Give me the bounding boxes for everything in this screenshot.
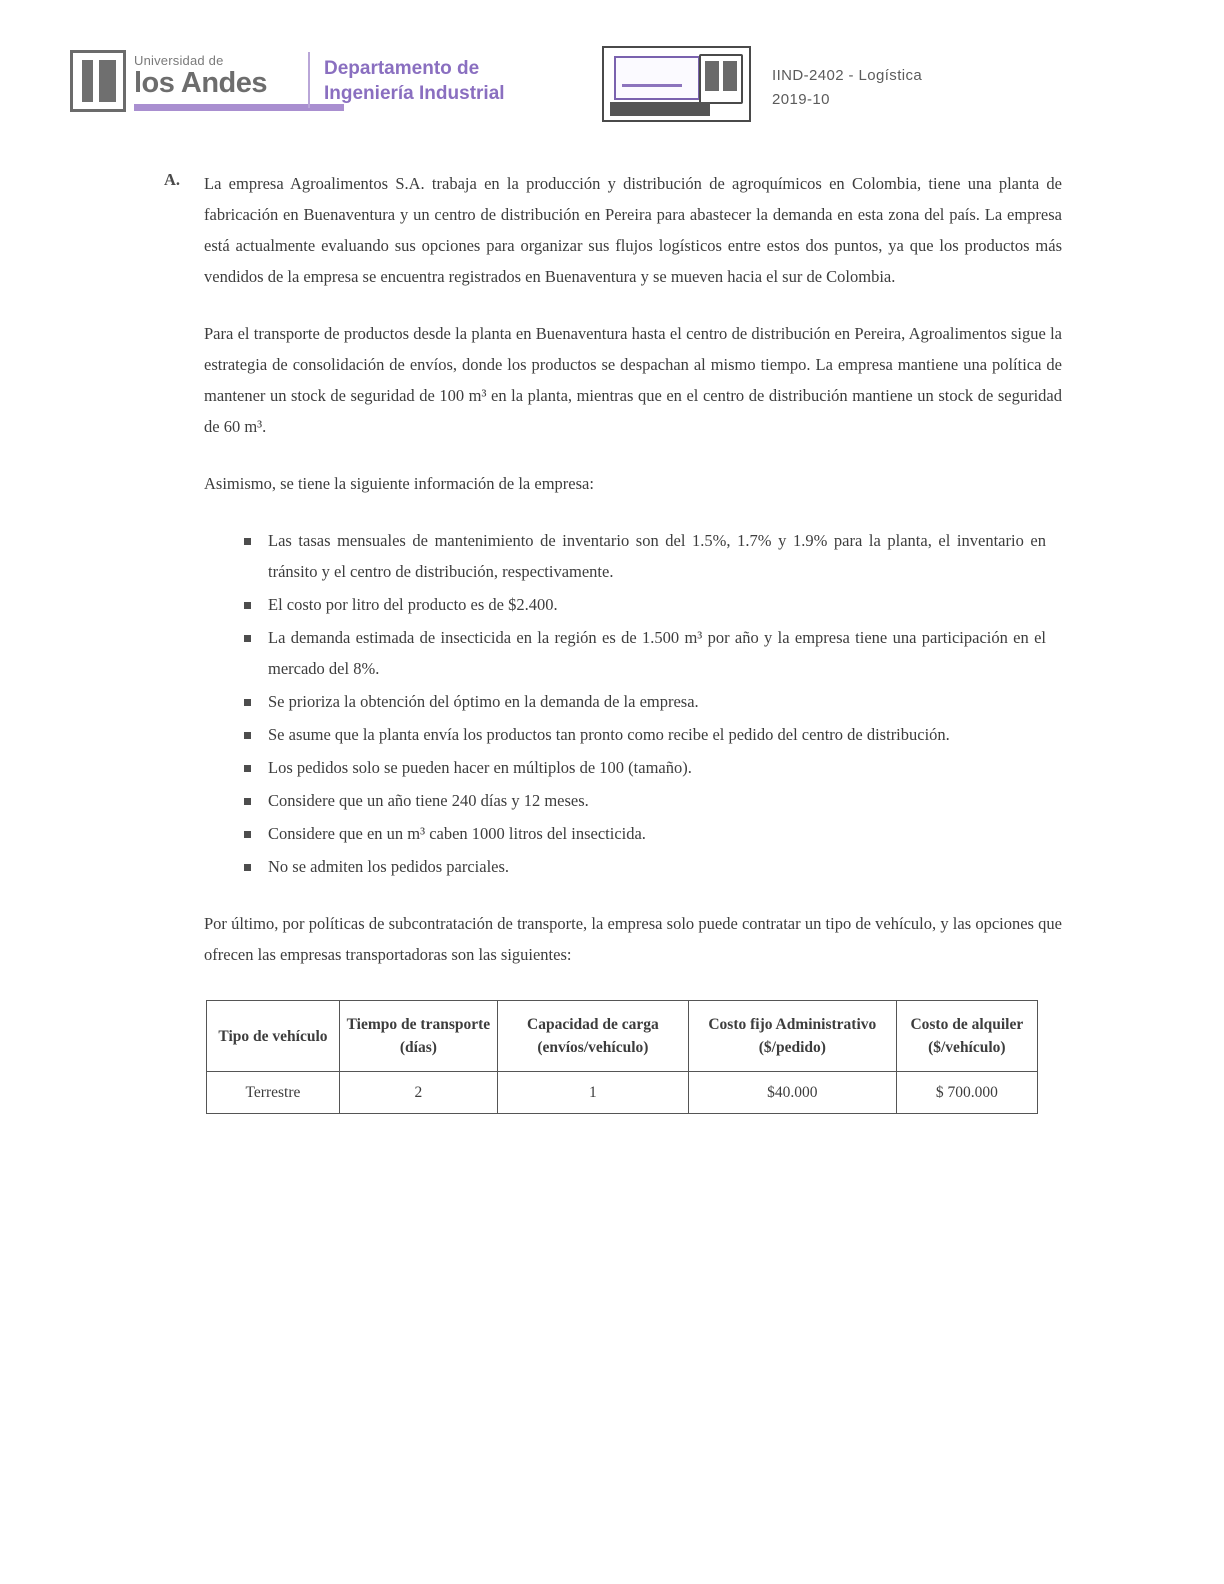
- document-header: [62, 44, 1162, 154]
- table-cell: $ 700.000: [896, 1072, 1037, 1114]
- paragraph-4: Por último, por políticas de subcontratación de transporte, la empresa solo puede contratar un tipo de vehículo, y las opciones que ofrecen las empresas transportadoras son las siguientes:: [204, 914, 1062, 964]
- table-header-cell: Costo fijo Administrativo ($/pedido): [688, 1001, 896, 1072]
- header-divider: [308, 52, 310, 108]
- university-small-label: Universidad de: [134, 53, 224, 68]
- table-cell: $40.000: [688, 1072, 896, 1114]
- department-line-2: Ingeniería Industrial: [324, 83, 505, 104]
- document-body: [150, 168, 1062, 1114]
- list-item: Considere que un año tiene 240 días y 12 meses.: [268, 785, 1062, 816]
- course-term: 2019-10: [772, 91, 830, 108]
- item-marker: A.: [164, 170, 181, 189]
- table-header-cell: Capacidad de carga (envíos/vehículo): [497, 1001, 688, 1072]
- table-cell: Terrestre: [207, 1072, 340, 1114]
- paragraph-3: Asimismo, se tiene la siguiente información de la empresa:: [204, 474, 594, 493]
- screen-shape: [614, 56, 700, 100]
- uniandes-logo: [70, 50, 344, 112]
- list-item: El costo por litro del producto es de $2.400.: [268, 589, 1062, 620]
- truck-shape: [699, 54, 743, 104]
- table-header-cell: Costo de alquiler ($/vehículo): [896, 1001, 1037, 1072]
- course-code: IIND-2402 - Logística: [772, 67, 923, 84]
- list-item: Se asume que la planta envía los productos tan pronto como recibe el pedido del centro de distribución.: [268, 719, 1062, 750]
- vehicle-options-table: [206, 1000, 1038, 1114]
- paragraph-1: La empresa Agroalimentos S.A. trabaja en la producción y distribución de agroquímicos en Colombia, tiene una planta de fabricación en Buenaventura y un centro de distribución en Pereira para abastecer la demanda en esta zona del país. La empresa está actualmente evaluando sus opciones para organizar sus flujos logísticos entre estos dos puntos, ya que los productos más vendidos de la empresa se encuentra registrados en Buenaventura y se mueven hacia el sur de Colombia.: [204, 174, 1062, 286]
- uniandes-wordmark: [134, 50, 344, 111]
- uniandes-logo-icon: [70, 50, 126, 112]
- list-item: Los pedidos solo se pueden hacer en múltiplos de 100 (tamaño).: [268, 752, 1062, 783]
- list-item: Se prioriza la obtención del óptimo en la demanda de la empresa.: [268, 686, 1062, 717]
- table-cell: 1: [497, 1072, 688, 1114]
- table-row: [207, 1072, 1038, 1114]
- base-shape: [610, 102, 710, 116]
- table-header-cell: Tiempo de transporte (días): [339, 1001, 497, 1072]
- vehicle-options-table-wrapper: [206, 1000, 1038, 1114]
- course-label: [772, 64, 922, 112]
- list-item: La demanda estimada de insecticida en la región es de 1.500 m³ por año y la empresa tiene una participación en el mercado del 8%.: [268, 622, 1062, 684]
- table-header-row: [207, 1001, 1038, 1072]
- table-header-cell: Tipo de vehículo: [207, 1001, 340, 1072]
- list-item: Las tasas mensuales de mantenimiento de inventario son del 1.5%, 1.7% y 1.9% para la planta, el inventario en tránsito y el centro de distribución, respectivamente.: [268, 525, 1062, 587]
- department-line-1: Departamento de: [324, 58, 480, 79]
- paragraph-2: Para el transporte de productos desde la planta en Buenaventura hasta el centro de distribución en Pereira, Agroalimentos sigue la estrategia de consolidación de envíos, donde los productos se despachan al mismo tiempo. La empresa mantiene una política de mantener un stock de seguridad de 100 m³ en la planta, mientras que en el centro de distribución mantiene un stock de seguridad de 60 m³.: [204, 324, 1062, 436]
- brand-rule: [134, 104, 344, 111]
- logistics-truck-icon: [602, 46, 751, 122]
- assumptions-list: [150, 525, 1062, 882]
- university-name-label: los Andes: [134, 67, 268, 99]
- table-cell: 2: [339, 1072, 497, 1114]
- list-item: No se admiten los pedidos parciales.: [268, 851, 1062, 882]
- department-label: [324, 56, 505, 106]
- list-item: Considere que en un m³ caben 1000 litros del insecticida.: [268, 818, 1062, 849]
